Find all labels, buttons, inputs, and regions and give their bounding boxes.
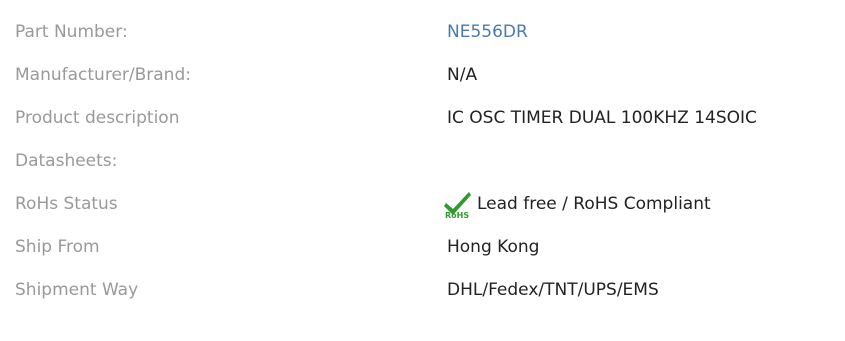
- rohs-value: [443, 184, 711, 224]
- rohs-status-text: Lead free / RoHS Compliant: [477, 194, 711, 214]
- ship-from-label: Ship From: [15, 237, 100, 257]
- description-label: Product description: [15, 108, 180, 128]
- spec-row-ship-from: [0, 227, 845, 267]
- spec-row-shipment-way: [0, 270, 845, 310]
- spec-row-datasheets: [0, 141, 845, 181]
- shipment-way-value: DHL/Fedex/TNT/UPS/EMS: [447, 280, 659, 300]
- part-number-link[interactable]: NE556DR: [447, 22, 528, 42]
- rohs-label: RoHs Status: [15, 194, 118, 214]
- spec-row-description: [0, 98, 845, 138]
- spec-row-rohs: [0, 184, 845, 224]
- shipment-way-label: Shipment Way: [15, 280, 139, 300]
- datasheets-label: Datasheets:: [15, 151, 118, 171]
- description-value: IC OSC TIMER DUAL 100KHZ 14SOIC: [447, 108, 757, 128]
- manufacturer-value: N/A: [447, 65, 478, 85]
- spec-row-manufacturer: [0, 55, 845, 95]
- svg-text:RoHS: RoHS: [445, 211, 470, 219]
- rohs-check-icon: [443, 189, 473, 219]
- ship-from-value: Hong Kong: [447, 237, 540, 257]
- part-number-label: Part Number:: [15, 22, 128, 42]
- manufacturer-label: Manufacturer/Brand:: [15, 65, 191, 85]
- spec-row-part-number: [0, 12, 845, 52]
